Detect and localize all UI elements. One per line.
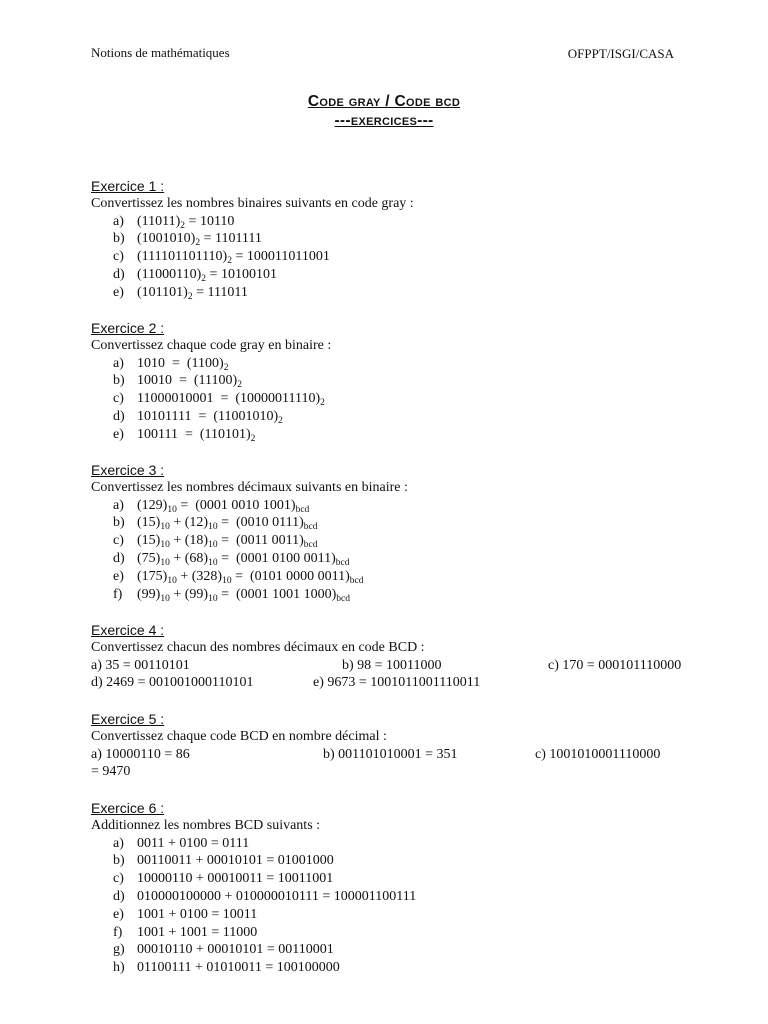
exercise-6 xyxy=(91,800,691,977)
list-item xyxy=(91,408,691,426)
item-text: (11000110) xyxy=(137,266,202,282)
item-text: + (99) xyxy=(169,586,209,602)
list-item xyxy=(91,248,691,266)
list-item xyxy=(91,870,691,888)
base-subscript: 2 xyxy=(187,291,193,302)
item-result: = 10110 xyxy=(185,213,235,229)
base-subscript: 2 xyxy=(195,238,201,249)
base-subscript: bcd xyxy=(349,575,364,586)
base-subscript: 10 xyxy=(160,522,170,533)
item-letter: g) xyxy=(113,942,125,958)
answer-c-result: = 9470 xyxy=(91,764,131,780)
item-result: = (0011 0011) xyxy=(217,533,304,549)
header-institution: OFPPT/ISGI/CASA xyxy=(567,46,674,61)
base-subscript: 2 xyxy=(237,380,242,391)
item-letter: e) xyxy=(113,906,124,922)
item-text: 0011 + 0100 = 0111 xyxy=(137,835,250,851)
item-letter: f) xyxy=(113,924,123,940)
list-item xyxy=(91,835,691,853)
item-text: 00110011 + 00010101 = 01001000 xyxy=(137,853,334,869)
exercise-title: Exercice 6 : xyxy=(91,800,165,816)
item-text: 01100111 + 01010011 = 100100000 xyxy=(137,960,340,976)
item-text: 00010110 + 00010101 = 00110001 xyxy=(137,942,334,958)
item-text: (15) xyxy=(137,515,161,531)
item-letter: c) xyxy=(113,391,124,407)
list-item xyxy=(91,372,691,390)
answer-row xyxy=(91,657,691,675)
answer-d: d) 2469 = 001001000110101 xyxy=(91,675,254,691)
item-text: 1001 + 1001 = 11000 xyxy=(137,924,258,940)
list-item xyxy=(91,959,691,977)
item-text: 10010 = (11100) xyxy=(137,373,238,389)
base-subscript: 10 xyxy=(160,557,170,568)
exercise-instruction: Convertissez chaque code gray en binaire : xyxy=(91,338,332,353)
base-subscript: 10 xyxy=(160,593,170,604)
list-item xyxy=(91,426,691,444)
exercise-instruction: Convertissez chacun des nombres décimaux en code BCD : xyxy=(91,640,425,655)
exercise-instruction: Convertissez les nombres binaires suivants en code gray : xyxy=(91,196,414,211)
answer-e: e) 9673 = 1001011001110011 xyxy=(313,675,481,691)
item-text: 10000110 + 00010011 = 10011001 xyxy=(137,871,334,887)
list-item xyxy=(91,941,691,959)
item-text: (75) xyxy=(137,550,161,566)
item-text: 11000010001 = (10000011110) xyxy=(137,391,321,407)
exercise-2 xyxy=(91,320,691,444)
list-item xyxy=(91,390,691,408)
item-result: = (0010 0111) xyxy=(217,515,304,531)
title-line-2: ---exercices--- xyxy=(334,112,434,129)
item-letter: a) xyxy=(113,835,124,851)
base-subscript: bcd xyxy=(295,504,310,515)
item-text: (1001010) xyxy=(137,231,196,247)
answer-a: a) 10000110 = 86 xyxy=(91,746,190,762)
list-item xyxy=(91,230,691,248)
base-subscript: 10 xyxy=(160,540,170,551)
base-subscript: 2 xyxy=(278,415,283,426)
base-subscript: 10 xyxy=(208,540,218,551)
list-item xyxy=(91,514,691,532)
base-subscript: 10 xyxy=(222,575,232,586)
item-text: + (328) xyxy=(176,568,223,584)
exercise-title: Exercice 4 : xyxy=(91,622,165,638)
list-item xyxy=(91,213,691,231)
item-letter: c) xyxy=(113,533,124,549)
item-text: (175) xyxy=(137,568,168,584)
answer-a: a) 35 = 00110101 xyxy=(91,657,190,673)
item-text: 10101111 = (11001010) xyxy=(137,408,279,424)
item-letter: c) xyxy=(113,871,124,887)
exercise-4 xyxy=(91,622,691,692)
base-subscript: 2 xyxy=(250,433,256,444)
list-item xyxy=(91,906,691,924)
base-subscript: 2 xyxy=(180,220,186,231)
item-letter: d) xyxy=(113,266,125,282)
header-course-title: Notions de mathématiques xyxy=(91,45,230,60)
item-letter: b) xyxy=(113,231,125,247)
exercise-title: Exercice 1 : xyxy=(91,178,165,194)
item-letter: a) xyxy=(113,355,124,371)
item-text: (129) xyxy=(137,497,168,513)
exercise-instruction: Convertissez les nombres décimaux suivants en binaire : xyxy=(91,480,408,495)
base-subscript: 2 xyxy=(227,256,232,267)
item-list xyxy=(91,355,691,444)
exercise-title: Exercice 5 : xyxy=(91,711,165,727)
item-letter: d) xyxy=(113,550,125,566)
item-list xyxy=(91,213,691,302)
base-subscript: 10 xyxy=(208,593,218,604)
base-subscript: 10 xyxy=(167,504,177,515)
item-result: = 100011011001 xyxy=(231,249,330,265)
item-letter: a) xyxy=(113,213,124,229)
item-text: + (12) xyxy=(169,515,209,531)
exercise-5 xyxy=(91,711,691,781)
answer-row xyxy=(91,746,691,764)
item-letter: b) xyxy=(113,515,125,531)
item-letter: e) xyxy=(113,568,124,584)
item-result: = 10100101 xyxy=(206,266,277,282)
exercise-title: Exercice 3 : xyxy=(91,462,165,478)
item-text: 1001 + 0100 = 10011 xyxy=(137,906,258,922)
item-result: = (0001 1001 1000) xyxy=(217,586,337,602)
item-list xyxy=(91,497,691,604)
item-letter: a) xyxy=(113,497,124,513)
base-subscript: bcd xyxy=(336,593,351,604)
item-text: (111101101110) xyxy=(137,249,228,265)
answer-b: b) 001101010001 = 351 xyxy=(323,746,458,762)
item-text: (101101) xyxy=(137,284,188,300)
item-text: (11011) xyxy=(137,213,181,229)
item-letter: c) xyxy=(113,249,124,265)
item-letter: d) xyxy=(113,408,125,424)
list-item xyxy=(91,497,691,515)
base-subscript: bcd xyxy=(303,522,318,533)
exercise-instruction: Additionnez les nombres BCD suivants : xyxy=(91,818,321,833)
answer-c: c) 170 = 000101110000 xyxy=(548,657,682,673)
exercise-instruction: Convertissez chaque code BCD en nombre décimal : xyxy=(91,729,387,744)
list-item xyxy=(91,586,691,604)
answer-b: b) 98 = 10011000 xyxy=(342,657,442,673)
list-item xyxy=(91,284,691,302)
base-subscript: bcd xyxy=(303,540,318,551)
list-item xyxy=(91,355,691,373)
item-letter: e) xyxy=(113,426,124,442)
item-text: 100111 = (110101) xyxy=(137,426,251,442)
list-item xyxy=(91,266,691,284)
base-subscript: 2 xyxy=(201,273,207,284)
item-letter: b) xyxy=(113,373,125,389)
document-title xyxy=(0,92,768,130)
base-subscript: 10 xyxy=(208,557,218,568)
item-letter: e) xyxy=(113,284,124,300)
title-line-1: Code gray / Code bcd xyxy=(307,93,461,110)
list-item xyxy=(91,550,691,568)
answer-c: c) 1001010001110000 xyxy=(535,746,661,762)
item-letter: d) xyxy=(113,888,125,904)
item-text: 1010 = (1100) xyxy=(137,355,224,371)
item-letter: b) xyxy=(113,853,125,869)
item-result: = (0001 0010 1001) xyxy=(176,497,296,513)
item-text: (99) xyxy=(137,586,161,602)
exercise-3 xyxy=(91,462,691,603)
exercise-1 xyxy=(91,178,691,302)
item-text: + (68) xyxy=(169,550,209,566)
item-text: 010000100000 + 010000010111 = 100001100111 xyxy=(137,888,417,904)
item-result: = (0101 0000 0011) xyxy=(231,568,350,584)
item-result: = 111011 xyxy=(192,284,248,300)
item-letter: f) xyxy=(113,586,123,602)
list-item xyxy=(91,568,691,586)
list-item xyxy=(91,888,691,906)
base-subscript: bcd xyxy=(335,557,350,568)
exercise-title: Exercice 2 : xyxy=(91,320,165,336)
base-subscript: 2 xyxy=(320,398,325,409)
answer-row xyxy=(91,674,691,692)
item-list xyxy=(91,835,691,977)
list-item xyxy=(91,532,691,550)
list-item xyxy=(91,852,691,870)
item-result: = (0001 0100 0011) xyxy=(217,550,336,566)
item-text: (15) xyxy=(137,533,161,549)
item-result: = 1101111 xyxy=(200,231,262,247)
item-text: + (18) xyxy=(169,533,209,549)
list-item xyxy=(91,924,691,942)
base-subscript: 10 xyxy=(208,522,218,533)
base-subscript: 2 xyxy=(223,362,229,373)
item-letter: h) xyxy=(113,960,125,976)
base-subscript: 10 xyxy=(167,575,177,586)
